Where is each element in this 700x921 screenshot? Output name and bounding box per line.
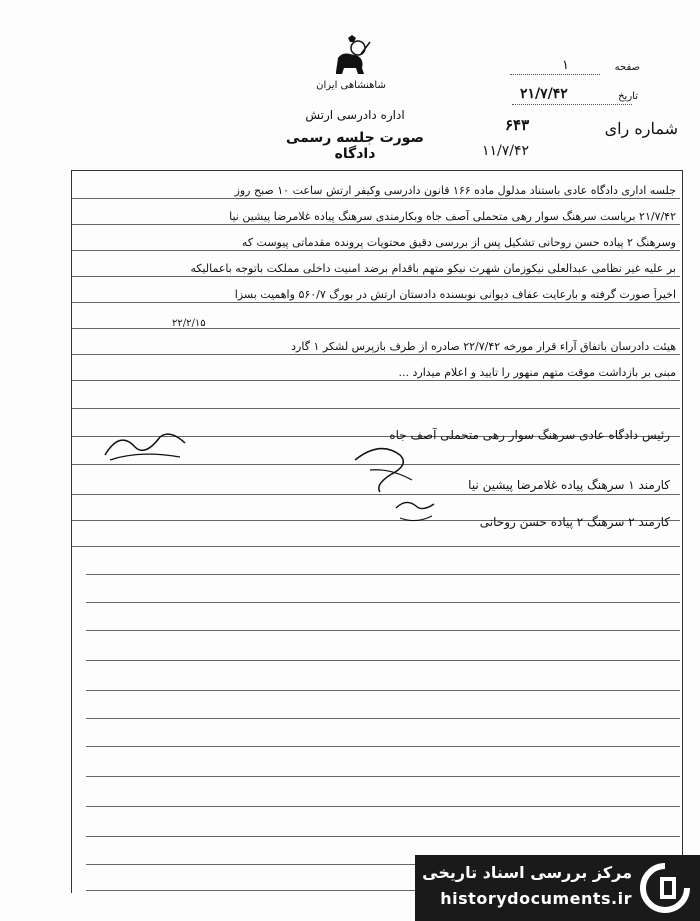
member1-signature-line: کارمند ۱ سرهنگ پیاده غلامرضا پیشین نیا (468, 478, 670, 492)
body-line-7: مبنی بر بازداشت موقت متهم منهور را تایید و اعلام میدارد ... (398, 366, 676, 379)
lion-and-sun-emblem-icon (328, 34, 372, 80)
ruled-line (72, 546, 680, 547)
ruled-line (86, 806, 680, 807)
ruled-line (86, 746, 680, 747)
ruled-line (72, 250, 680, 251)
archive-logo-icon (640, 863, 690, 913)
ruled-line (86, 836, 680, 837)
ruled-line (86, 630, 680, 631)
emblem-caption: شاهنشاهی ایران (316, 80, 386, 91)
watermark-title: مرکز بررسی اسناد تاریخی (422, 863, 632, 882)
date-field-line (512, 104, 632, 105)
watermark-banner (415, 855, 700, 921)
ruled-line (72, 302, 680, 303)
ruling-number: ۶۴۳ (505, 116, 530, 134)
ruled-line (86, 602, 680, 603)
ruled-line (86, 574, 680, 575)
member2-signature-line: کارمند ۲ سرهنگ ۲ پیاده حسن روحانی (479, 515, 670, 529)
watermark-url: historydocuments.ir (440, 889, 632, 908)
ruled-line (72, 408, 680, 409)
date-value: ۲۱/۷/۴۲ (520, 86, 568, 102)
ruled-line (86, 718, 680, 719)
handwritten-signature-president-icon (100, 425, 190, 465)
ruled-line (86, 776, 680, 777)
ruled-line (72, 224, 680, 225)
ruled-line (72, 328, 680, 329)
body-line-5: اخیراً صورت گرفته و بارعایت عفاف دیوانی نوبسنده دادستان ارتش در بورگ ۵۶۰/۷ واهمیت بسزا (234, 288, 676, 301)
body-line-1: جلسه اداری دادگاه عادی باستناد مدلول ماده ۱۶۶ قانون دادرسی وکیفر ارتش ساعت ۱۰ صبح روز (234, 184, 676, 197)
document-title: صورت جلسه رسمی دادگاه (285, 130, 425, 162)
ruling-label: شماره رای (604, 119, 678, 138)
body-line-4: بر علیه غیر نظامی عبدالعلی نیکوزمان شهرت نیکو متهم باقدام برضد امنیت داخلی مملکت باتوجه باعمالیکه (190, 262, 676, 275)
date-label: تاریخ (618, 91, 638, 102)
body-line-6: هیئت دادرسان باتفاق آراء قرار مورخه ۲۲/۷/۴۲ صادره از طرف بازپرس لشکر ۱ گارد (291, 340, 676, 353)
ruled-line (72, 380, 680, 381)
page-number: ۱ (562, 58, 569, 73)
page-field-line (510, 74, 600, 75)
ruled-line (72, 276, 680, 277)
ruled-line (72, 354, 680, 355)
margin-note: ۲۲/۲/۱۵ (172, 318, 206, 329)
ruling-date: ۱۱/۷/۴۲ (482, 143, 530, 159)
body-line-2: ۲۱/۷/۴۲ بریاست سرهنگ سوار رهی متحملی آصف جاه وبکارمندی سرهنگ پیاده غلامرضا پیشین نیا (229, 210, 676, 223)
ruled-line (86, 690, 680, 691)
page-label: صفحه (614, 62, 640, 73)
ruled-line (72, 198, 680, 199)
office-name: اداره دادرسی ارتش (305, 108, 405, 122)
document-frame (71, 170, 683, 893)
ruled-line (86, 660, 680, 661)
body-line-3: وسرهنگ ۲ پیاده حسن روحانی تشکیل پس از بررسی دقیق محتویات پرونده مقدماتی پیوست که (241, 236, 676, 249)
president-signature-line: رئیس دادگاه عادی سرهنگ سوار رهی متحملی آصف جاه (389, 428, 670, 442)
